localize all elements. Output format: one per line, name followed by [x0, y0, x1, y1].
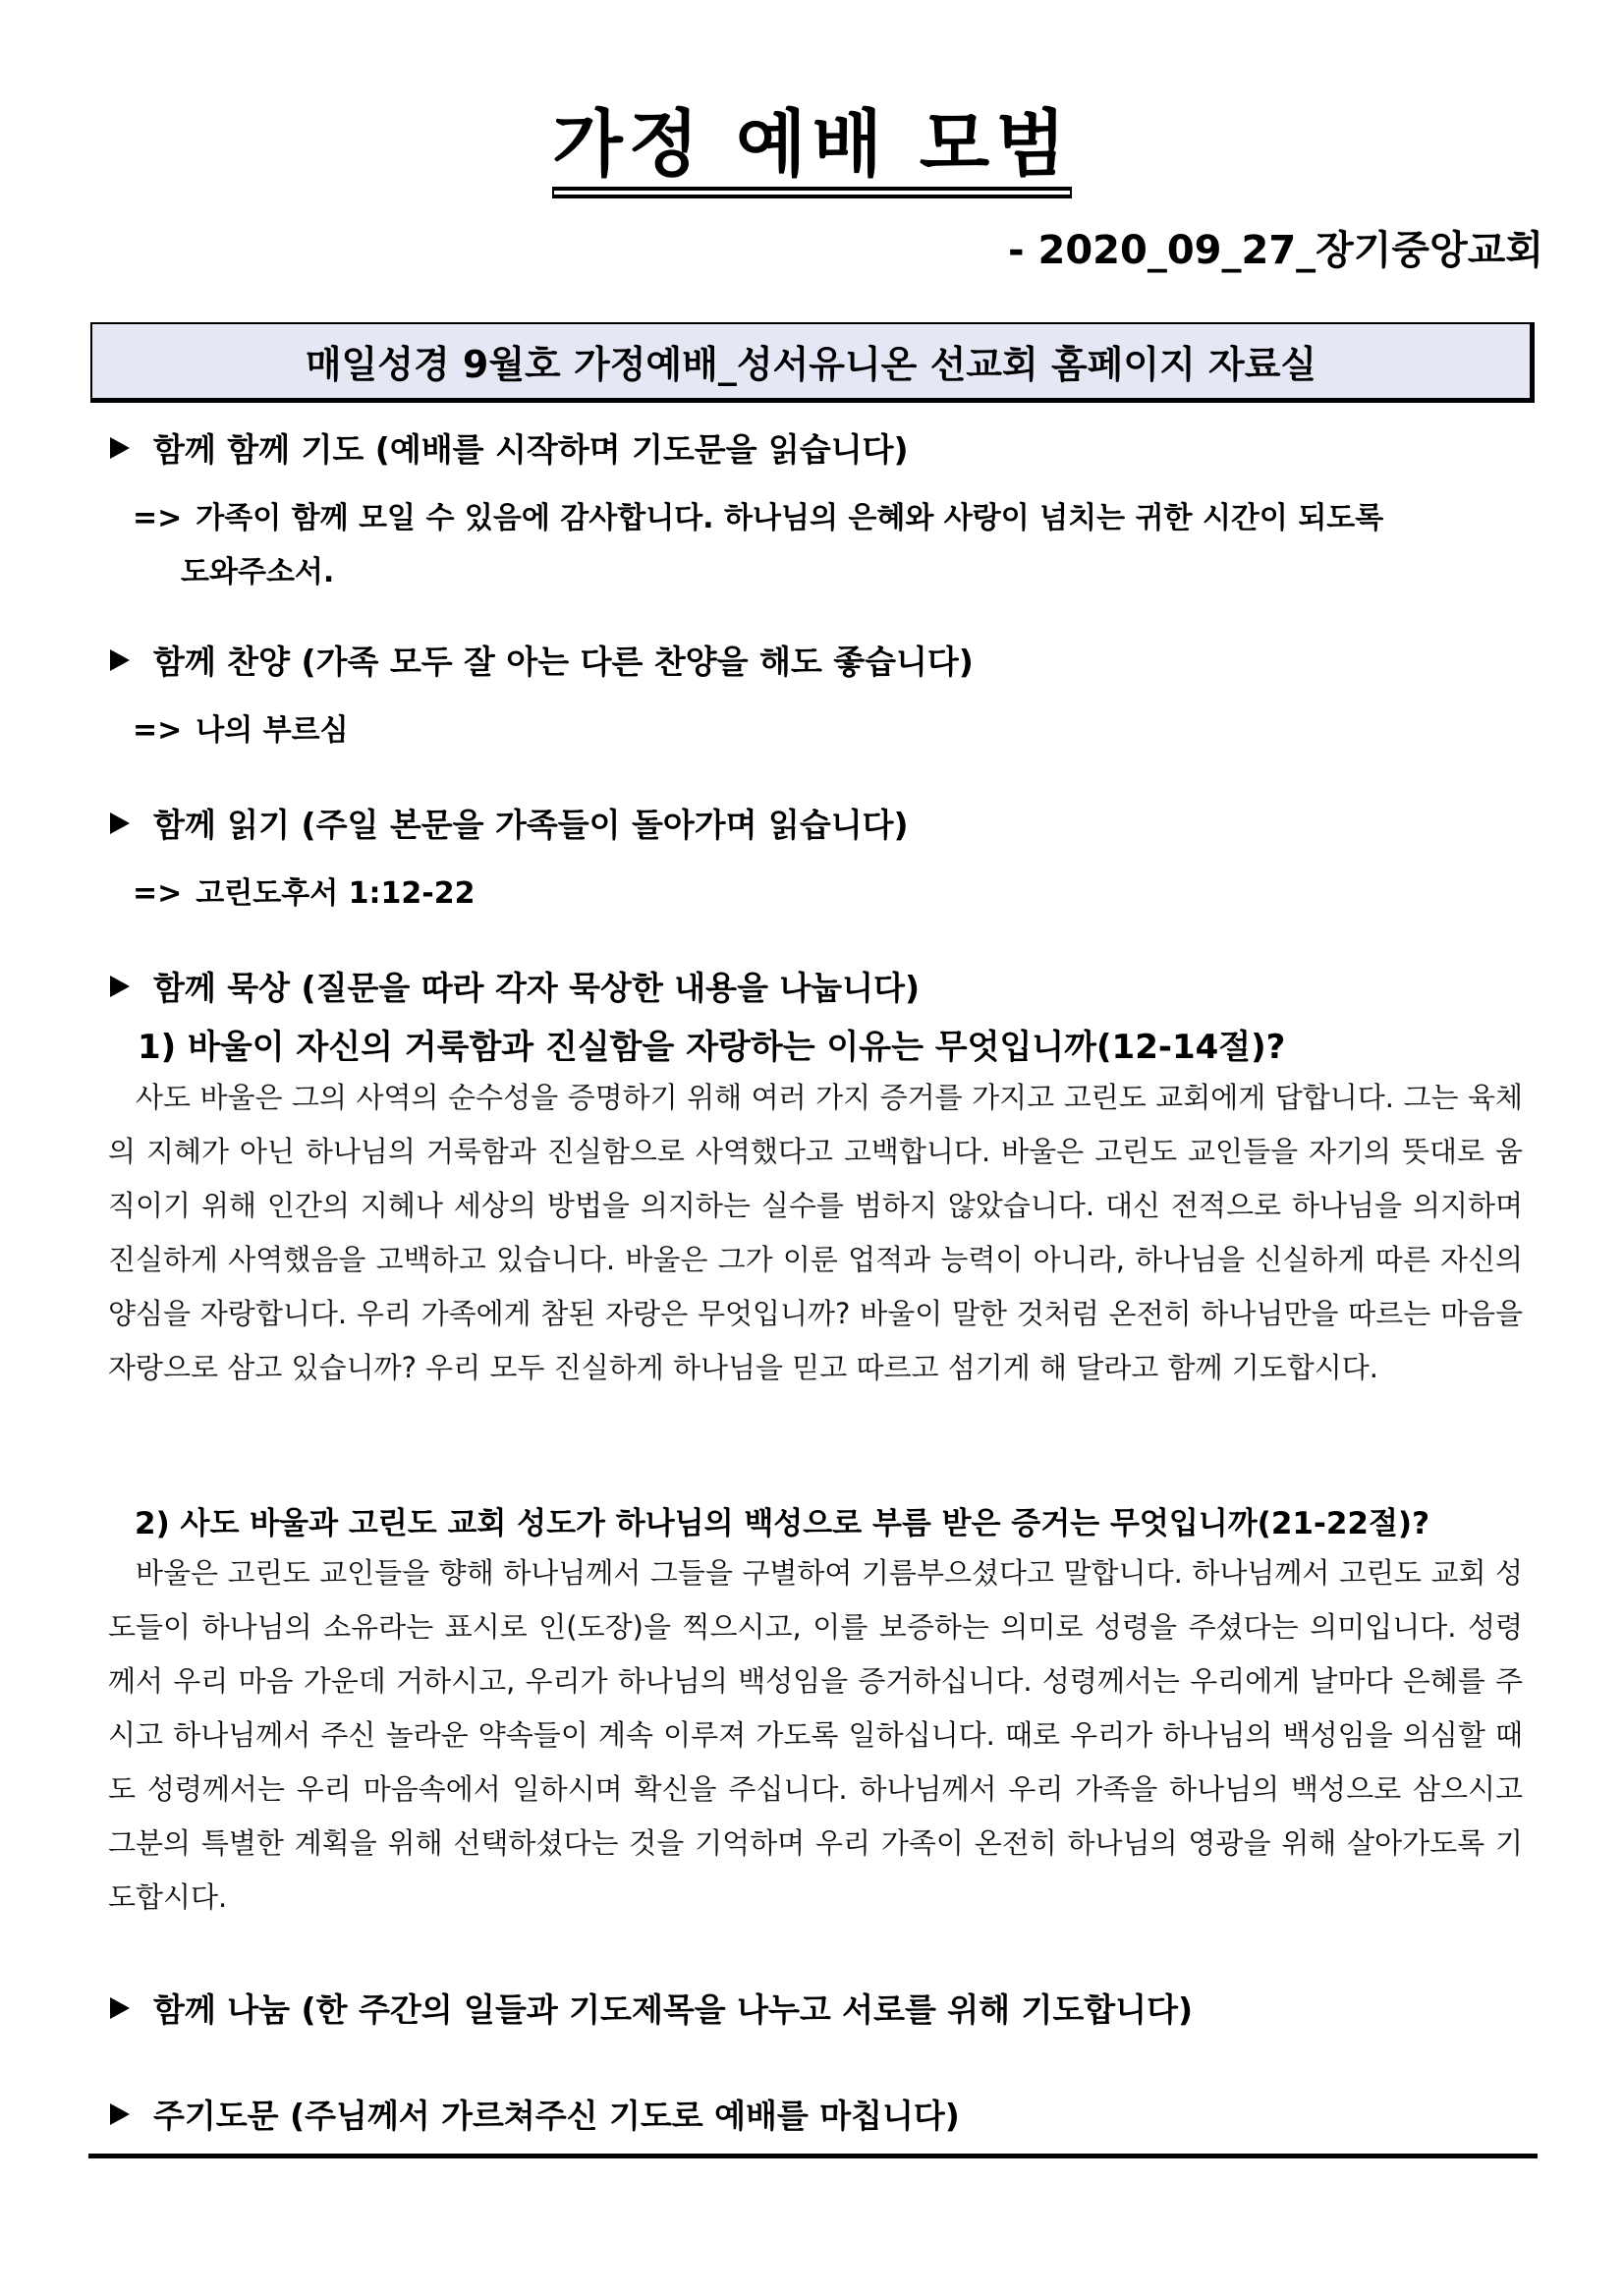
triangle-bullet-icon	[110, 2103, 130, 2125]
section-answer-prayer	[133, 493, 1383, 536]
triangle-bullet-icon	[110, 649, 130, 671]
section-heading-meditation	[110, 963, 920, 1009]
arrow-marker: =>	[133, 713, 183, 748]
section-heading-text: 주기도문 (주님께서 가르쳐주신 기도로 예배를 마칩니다)	[153, 2097, 960, 2135]
arrow-marker: =>	[133, 876, 183, 911]
section-heading-text: 함께 읽기 (주일 본문을 가족들이 돌아가며 읽습니다)	[153, 806, 909, 844]
triangle-bullet-icon	[110, 976, 130, 997]
section-heading-text: 함께 함께 기도 (예배를 시작하며 기도문을 읽습니다)	[153, 430, 909, 469]
section-answer-praise	[133, 705, 349, 749]
section-heading-reading	[110, 800, 909, 846]
date-church-line: - 2020_09_27_장기중앙교회	[1007, 228, 1543, 273]
meditation-question-1: 1) 바울이 자신의 거룩함과 진실함을 자랑하는 이유는 무엇입니까(12-14절)?	[138, 1028, 1286, 1067]
page-title	[0, 102, 1624, 191]
meditation-question-2: 2) 사도 바울과 고린도 교회 성도가 하나님의 백성으로 부름 받은 증거는 무엇입니까(21-22절)?	[135, 1506, 1430, 1541]
meditation-paragraph-1: 사도 바울은 그의 사역의 순수성을 증명하기 위해 여러 가지 증거를 가지고 고린도 교회에게 답합니다. 그는 육체의 지혜가 아닌 하나님의 거룩함과 진실함으로 사역했다고 고백합니다. 바울은 고린도 교인들을 자기의 뜻대로 움직이기 위해 인간의 지혜나 세상의 방법을 의지하는 실수를 범하지 않았습니다. 대신 전적으로 하나님을 의지하며 진실하게 사역했음을 고백하고 있습니다. 바울은 그가 이룬 업적과 능력이 아니라, 하나님을 신실하게 따른 자신의 양심을 자랑합니다. 우리 가족에게 참된 자랑은 무엇입니까? 바울이 말한 것처럼 온전히 하나님만을 따르는 마음을 자랑으로 삼고 있습니까? 우리 모두 진실하게 하나님을 믿고 따르고 섬기게 해 달라고 함께 기도합시다.	[108, 1081, 1523, 1384]
triangle-bullet-icon	[110, 1997, 130, 2019]
section-heading-text: 함께 나눔 (한 주간의 일들과 기도제목을 나누고 서로를 위해 기도합니다)	[153, 1990, 1194, 2029]
meditation-paragraph-2: 바울은 고린도 교인들을 향해 하나님께서 그들을 구별하여 기름부으셨다고 말합니다. 하나님께서 고린도 교회 성도들이 하나님의 소유라는 표시로 인(도장)을 찍으시고, 이를 보증하는 의미로 성령을 주셨다는 의미입니다. 성령께서 우리 마음 가운데 거하시고, 우리가 하나님의 백성임을 증거하십니다. 성령께서는 우리에게 날마다 은혜를 주시고 하나님께서 주신 놀라운 약속들이 계속 이루져 가도록 일하십니다. 때로 우리가 하나님의 백성임을 의심할 때도 성령께서는 우리 마음속에서 일하시며 확신을 주십니다. 하나님께서 우리 가족을 하나님의 백성으로 삼으시고 그분의 특별한 계획을 위해 선택하셨다는 것을 기억하며 우리 가족이 온전히 하나님의 영광을 위해 살아가도록 기도합시다.	[108, 1556, 1523, 1914]
answer-text: 가족이 함께 모일 수 있음에 감사합니다. 하나님의 은혜와 사랑이 넘치는 귀한 시간이 되도록	[196, 501, 1384, 535]
section-answer-continuation: 도와주소서.	[181, 555, 335, 589]
triangle-bullet-icon	[110, 437, 130, 459]
arrow-marker: =>	[133, 501, 183, 535]
section-heading-sharing	[110, 1985, 1193, 2031]
source-banner: 매일성경 9월호 가정예배_성서유니온 선교회 홈페이지 자료실	[90, 322, 1535, 403]
answer-text: 나의 부르심	[196, 713, 349, 748]
triangle-bullet-icon	[110, 812, 130, 834]
answer-text: 고린도후서 1:12-22	[196, 876, 476, 911]
section-heading-text: 함께 묵상 (질문을 따라 각자 묵상한 내용을 나눕니다)	[153, 969, 921, 1007]
section-heading-praise	[110, 637, 974, 683]
page-title-text: 가정 예배 모범	[552, 108, 1071, 191]
bottom-divider	[88, 2154, 1538, 2158]
section-heading-lords-prayer	[110, 2091, 960, 2137]
section-heading-text: 함께 찬양 (가족 모두 잘 아는 다른 찬양을 해도 좋습니다)	[153, 643, 974, 681]
section-answer-reading	[133, 868, 475, 912]
section-heading-prayer	[110, 424, 909, 471]
